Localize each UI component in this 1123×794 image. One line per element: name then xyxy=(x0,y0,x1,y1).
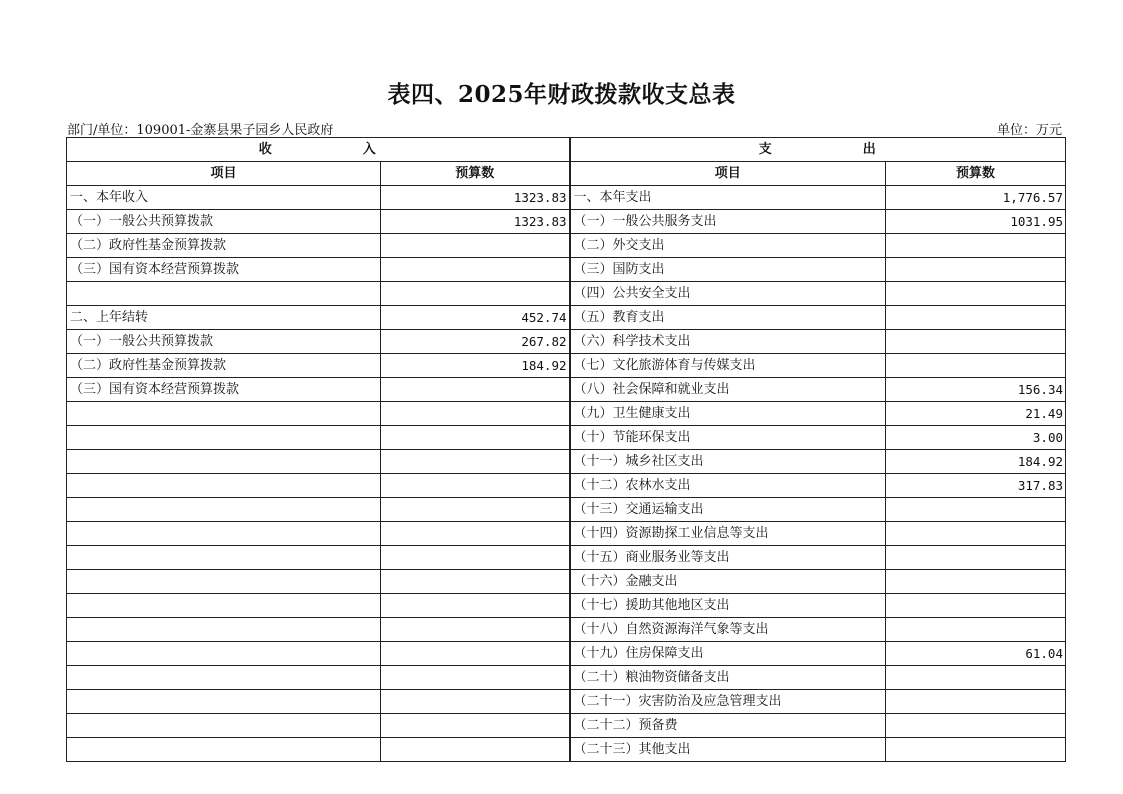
income-item-cell xyxy=(67,666,381,690)
income-item-cell xyxy=(67,498,381,522)
income-section-header: 收 入 xyxy=(67,138,570,162)
income-item-cell xyxy=(67,402,381,426)
expense-budget-cell: 184.92 xyxy=(886,450,1066,474)
expense-item-cell: （七）文化旅游体育与传媒支出 xyxy=(570,354,886,378)
income-budget-cell: 267.82 xyxy=(381,330,570,354)
expense-item-cell: （九）卫生健康支出 xyxy=(570,402,886,426)
table-row xyxy=(67,498,1066,522)
department-label: 部门/单位：109001-金寨县果子园乡人民政府 xyxy=(67,123,334,138)
table-row xyxy=(67,546,1066,570)
page-title: 表四、2025年财政拨款收支总表 xyxy=(387,81,736,108)
income-item-cell xyxy=(67,450,381,474)
income-budget-cell: 452.74 xyxy=(381,306,570,330)
income-budget-cell xyxy=(381,450,570,474)
expense-budget-cell xyxy=(886,738,1066,762)
income-item-cell xyxy=(67,642,381,666)
expense-item-cell: （十五）商业服务业等支出 xyxy=(570,546,886,570)
table-row xyxy=(67,426,1066,450)
income-item-cell xyxy=(67,426,381,450)
expense-item-cell: （十）节能环保支出 xyxy=(570,426,886,450)
table-row xyxy=(67,738,1066,762)
income-item-cell: （三）国有资本经营预算拨款 xyxy=(67,378,381,402)
table-row xyxy=(67,258,1066,282)
income-item-header: 项目 xyxy=(67,162,381,186)
income-item-cell: （三）国有资本经营预算拨款 xyxy=(67,258,381,282)
table-row xyxy=(67,186,1066,210)
expense-budget-cell xyxy=(886,570,1066,594)
income-budget-cell xyxy=(381,234,570,258)
income-item-cell xyxy=(67,474,381,498)
income-budget-cell xyxy=(381,666,570,690)
income-budget-cell: 184.92 xyxy=(381,354,570,378)
expense-budget-cell xyxy=(886,234,1066,258)
income-item-cell xyxy=(67,714,381,738)
income-item-cell xyxy=(67,690,381,714)
expense-item-cell: （十四）资源勘探工业信息等支出 xyxy=(570,522,886,546)
income-budget-cell xyxy=(381,570,570,594)
income-budget-cell xyxy=(381,258,570,282)
budget-table xyxy=(66,137,1066,762)
expense-budget-cell xyxy=(886,330,1066,354)
expense-budget-cell xyxy=(886,618,1066,642)
income-item-cell: （二）政府性基金预算拨款 xyxy=(67,234,381,258)
income-budget-cell: 1323.83 xyxy=(381,210,570,234)
expense-budget-cell xyxy=(886,690,1066,714)
expense-item-cell: （十三）交通运输支出 xyxy=(570,498,886,522)
table-row xyxy=(67,522,1066,546)
expense-item-header: 项目 xyxy=(570,162,886,186)
table-row xyxy=(67,666,1066,690)
income-item-cell xyxy=(67,618,381,642)
table-row xyxy=(67,594,1066,618)
expense-budget-cell: 156.34 xyxy=(886,378,1066,402)
table-row xyxy=(67,234,1066,258)
table-row xyxy=(67,378,1066,402)
expense-budget-header: 预算数 xyxy=(886,162,1066,186)
expense-budget-cell xyxy=(886,282,1066,306)
expense-item-cell: （二十三）其他支出 xyxy=(570,738,886,762)
expense-budget-cell: 3.00 xyxy=(886,426,1066,450)
table-row xyxy=(67,618,1066,642)
section-header-row xyxy=(67,138,1066,162)
table-row xyxy=(67,642,1066,666)
expense-budget-cell: 21.49 xyxy=(886,402,1066,426)
income-budget-cell xyxy=(381,402,570,426)
expense-item-cell: （八）社会保障和就业支出 xyxy=(570,378,886,402)
income-budget-cell xyxy=(381,594,570,618)
income-item-cell xyxy=(67,570,381,594)
table-row xyxy=(67,330,1066,354)
income-item-cell: 一、本年收入 xyxy=(67,186,381,210)
table-row xyxy=(67,714,1066,738)
income-budget-cell xyxy=(381,426,570,450)
expense-item-cell: 一、本年支出 xyxy=(570,186,886,210)
income-item-cell xyxy=(67,282,381,306)
income-budget-cell xyxy=(381,474,570,498)
income-budget-cell xyxy=(381,522,570,546)
expense-item-cell: （十六）金融支出 xyxy=(570,570,886,594)
table-row xyxy=(67,474,1066,498)
income-budget-cell xyxy=(381,642,570,666)
expense-budget-cell xyxy=(886,522,1066,546)
expense-item-cell: （二）外交支出 xyxy=(570,234,886,258)
income-budget-cell: 1323.83 xyxy=(381,186,570,210)
income-budget-cell xyxy=(381,546,570,570)
expense-budget-cell: 317.83 xyxy=(886,474,1066,498)
expense-item-cell: （十二）农林水支出 xyxy=(570,474,886,498)
table-row xyxy=(67,690,1066,714)
table-row xyxy=(67,570,1066,594)
expense-item-cell: （十七）援助其他地区支出 xyxy=(570,594,886,618)
expense-item-cell: （一）一般公共服务支出 xyxy=(570,210,886,234)
expense-item-cell: （二十一）灾害防治及应急管理支出 xyxy=(570,690,886,714)
income-budget-cell xyxy=(381,618,570,642)
expense-budget-cell: 61.04 xyxy=(886,642,1066,666)
income-item-cell xyxy=(67,522,381,546)
expense-budget-cell xyxy=(886,546,1066,570)
expense-budget-cell xyxy=(886,306,1066,330)
expense-item-cell: （二十二）预备费 xyxy=(570,714,886,738)
income-budget-cell xyxy=(381,714,570,738)
income-item-cell xyxy=(67,594,381,618)
expense-item-cell: （三）国防支出 xyxy=(570,258,886,282)
expense-item-cell: （十九）住房保障支出 xyxy=(570,642,886,666)
income-item-cell xyxy=(67,546,381,570)
expense-section-header: 支 出 xyxy=(570,138,1066,162)
expense-budget-cell: 1031.95 xyxy=(886,210,1066,234)
expense-item-cell: （四）公共安全支出 xyxy=(570,282,886,306)
table-row xyxy=(67,450,1066,474)
table-row xyxy=(67,282,1066,306)
income-budget-cell xyxy=(381,378,570,402)
income-budget-header: 预算数 xyxy=(381,162,570,186)
income-item-cell xyxy=(67,738,381,762)
expense-budget-cell xyxy=(886,714,1066,738)
income-budget-cell xyxy=(381,282,570,306)
expense-item-cell: （二十）粮油物资储备支出 xyxy=(570,666,886,690)
table-row xyxy=(67,210,1066,234)
income-budget-cell xyxy=(381,738,570,762)
income-item-cell: （二）政府性基金预算拨款 xyxy=(67,354,381,378)
expense-budget-cell xyxy=(886,594,1066,618)
expense-item-cell: （六）科学技术支出 xyxy=(570,330,886,354)
unit-label: 单位：万元 xyxy=(996,123,1062,138)
table-row xyxy=(67,354,1066,378)
income-item-cell: （一）一般公共预算拨款 xyxy=(67,330,381,354)
income-item-cell: （一）一般公共预算拨款 xyxy=(67,210,381,234)
expense-budget-cell: 1,776.57 xyxy=(886,186,1066,210)
expense-budget-cell xyxy=(886,258,1066,282)
table-row xyxy=(67,402,1066,426)
income-budget-cell xyxy=(381,498,570,522)
table-row xyxy=(67,306,1066,330)
column-header-row xyxy=(67,162,1066,186)
income-budget-cell xyxy=(381,690,570,714)
income-item-cell: 二、上年结转 xyxy=(67,306,381,330)
expense-item-cell: （十一）城乡社区支出 xyxy=(570,450,886,474)
expense-item-cell: （五）教育支出 xyxy=(570,306,886,330)
expense-budget-cell xyxy=(886,354,1066,378)
expense-budget-cell xyxy=(886,498,1066,522)
expense-item-cell: （十八）自然资源海洋气象等支出 xyxy=(570,618,886,642)
expense-budget-cell xyxy=(886,666,1066,690)
